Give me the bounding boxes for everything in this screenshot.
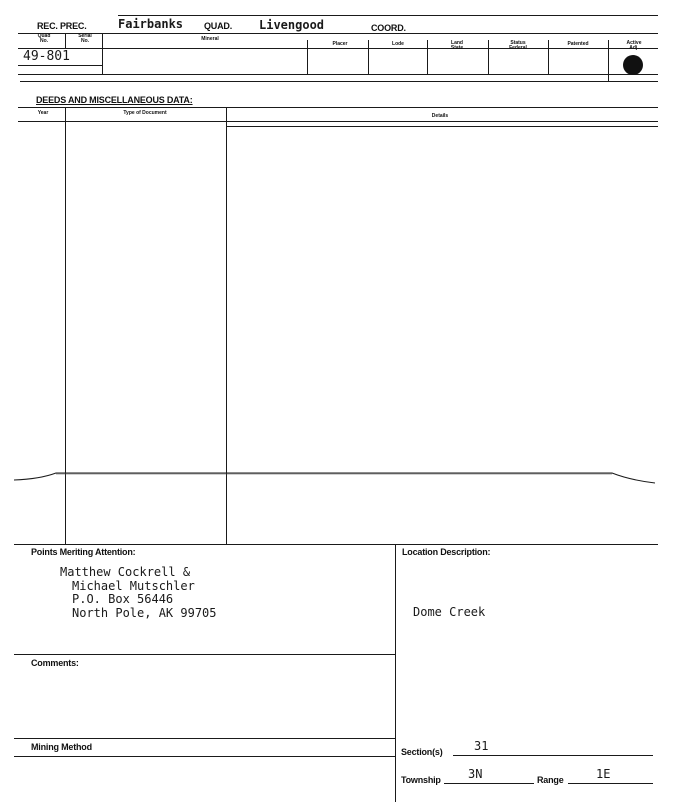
header-divider-status	[488, 40, 489, 74]
rec-prec-value: Fairbanks	[118, 17, 184, 31]
township-value: 3N	[468, 767, 483, 781]
mining-method-label: Mining Method	[31, 742, 92, 752]
deeds-section-title: DEEDS AND MISCELLANEOUS DATA:	[36, 95, 193, 105]
col-lode: Lode	[392, 41, 404, 47]
points-line-3: P.O. Box 56446	[72, 592, 174, 606]
sections-value: 31	[474, 739, 489, 753]
col-serial-no: Serial No.	[78, 33, 92, 44]
points-line-4: North Pole, AK 99705	[72, 606, 217, 620]
sections-label: Section(s)	[401, 747, 443, 757]
header-divider-serial	[65, 33, 66, 48]
deeds-details-rule	[226, 126, 658, 127]
quad-serial-number: 49-801	[23, 49, 70, 64]
sections-underline	[453, 755, 653, 756]
header-divider-active	[608, 40, 609, 81]
range-value: 1E	[596, 767, 611, 781]
col-status-federal: Status Federal	[509, 40, 527, 51]
mining-method-bottom-rule	[14, 756, 395, 757]
deeds-header-bottom-rule	[18, 121, 658, 122]
points-line-2: Michael Mutschler	[72, 579, 195, 593]
bottom-center-divider	[395, 544, 396, 802]
bottom-top-rule	[14, 544, 658, 545]
header-rule-3	[18, 74, 658, 75]
points-line-1: Matthew Cockrell &	[60, 565, 191, 579]
township-label: Township	[401, 775, 441, 785]
col-quad-no: Quad No.	[37, 33, 51, 44]
active-dot	[623, 55, 643, 75]
points-meriting-attention-label: Points Meriting Attention:	[31, 547, 136, 557]
header-divider-placer	[307, 40, 308, 74]
header-rule-2	[18, 48, 658, 49]
location-description-value: Dome Creek	[413, 605, 486, 619]
header-divider-patented	[548, 40, 549, 74]
header-rule-1	[18, 33, 658, 34]
rec-prec-label: REC. PREC.	[37, 21, 87, 31]
col-placer: Placer	[332, 41, 348, 47]
township-underline	[444, 783, 534, 784]
col-patented: Patented	[567, 41, 589, 47]
header-rule-bottom	[20, 81, 658, 82]
range-underline	[568, 783, 653, 784]
col-active-adj: Active Adj.	[626, 40, 642, 51]
comments-label: Comments:	[31, 658, 79, 668]
col-details: Details	[431, 113, 449, 119]
col-mineral: Mineral	[201, 36, 219, 42]
coord-label: COORD.	[371, 23, 406, 33]
col-type-of-document: Type of Document	[123, 110, 167, 116]
fold-line	[0, 465, 678, 490]
header-divider-lode	[368, 40, 369, 74]
header-divider-land	[427, 40, 428, 74]
mining-method-top-rule	[14, 738, 395, 739]
range-label: Range	[537, 775, 564, 785]
header-top-rule	[118, 15, 658, 16]
deeds-top-rule	[18, 107, 658, 108]
location-description-label: Location Description:	[402, 547, 491, 557]
header-divider-mineral	[102, 33, 103, 74]
quad-label: QUAD.	[204, 21, 232, 31]
col-year: Year	[37, 110, 49, 116]
comments-top-rule	[14, 654, 395, 655]
quad-value: Livengood	[259, 18, 325, 32]
col-land-state: Land State	[450, 40, 464, 51]
header-number-underline	[18, 65, 102, 66]
